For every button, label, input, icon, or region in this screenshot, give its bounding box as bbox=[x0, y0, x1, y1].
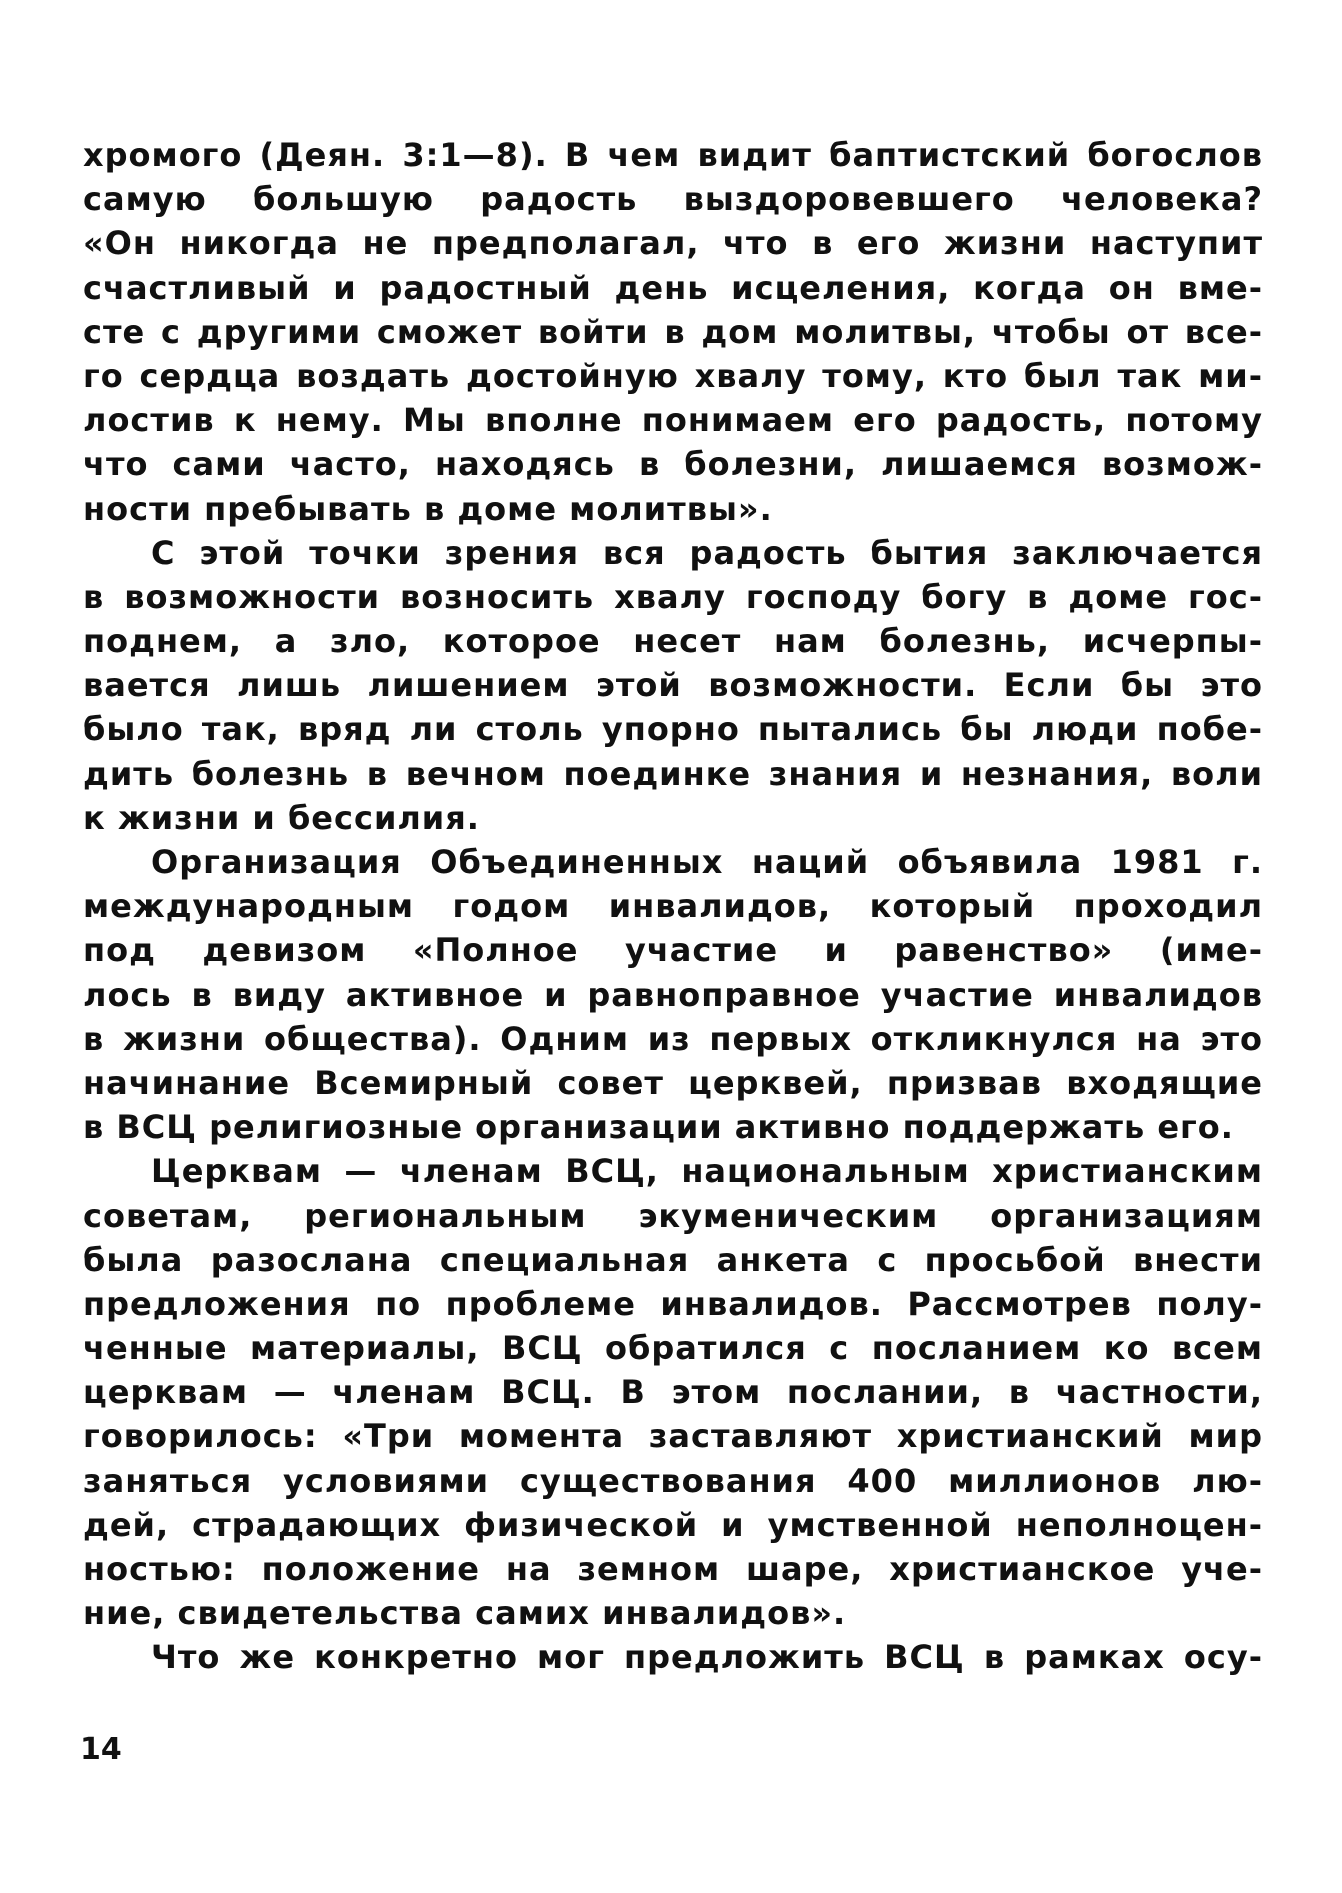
body-text bbox=[83, 133, 1263, 1680]
text-line: в жизни общества). Одним из первых откликнулся на это bbox=[83, 1019, 1263, 1058]
text-line: говорилось: «Три момента заставляют христианский мир bbox=[83, 1417, 1263, 1456]
text-line: ченные материалы, ВСЦ обратился с посланием ко всем bbox=[83, 1329, 1263, 1368]
text-line: к жизни и бессилия. bbox=[83, 798, 480, 837]
text-line: ние, свидетельства самих инвалидов». bbox=[83, 1594, 847, 1633]
text-line: церквам — членам ВСЦ. В этом послании, в частности, bbox=[83, 1373, 1263, 1412]
text-line: в возможности возносить хвалу господу богу в доме гос- bbox=[83, 577, 1263, 616]
text-line: Церквам — членам ВСЦ, национальным христианским bbox=[151, 1152, 1263, 1191]
text-line: счастливый и радостный день исцеления, когда он вме- bbox=[83, 268, 1263, 307]
text-line: была разослана специальная анкета с просьбой внести bbox=[83, 1240, 1263, 1279]
text-line: дей, страдающих физической и умственной неполноцен- bbox=[83, 1505, 1263, 1544]
text-line: самую большую радость выздоровевшего человека? bbox=[83, 180, 1263, 219]
text-line: С этой точки зрения вся радость бытия заключается bbox=[151, 533, 1263, 572]
page-number: 14 bbox=[80, 1732, 122, 1767]
text-line: го сердца воздать достойную хвалу тому, кто был так ми- bbox=[83, 356, 1263, 395]
text-line: ности пребывать в доме молитвы». bbox=[83, 489, 773, 528]
text-line: сте с другими сможет войти в дом молитвы, чтобы от все- bbox=[83, 312, 1263, 351]
text-line: вается лишь лишением этой возможности. Если бы это bbox=[83, 666, 1263, 705]
text-line: в ВСЦ религиозные организации активно поддержать его. bbox=[83, 1108, 1234, 1147]
text-line: поднем, а зло, которое несет нам болезнь, исчерпы- bbox=[83, 622, 1263, 661]
text-line: «Он никогда не предполагал, что в его жизни наступит bbox=[83, 224, 1263, 263]
text-line: предложения по проблеме инвалидов. Рассмотрев полу- bbox=[83, 1284, 1263, 1323]
text-line: советам, региональным экуменическим организациям bbox=[83, 1196, 1263, 1235]
text-line: Что же конкретно мог предложить ВСЦ в рамках осу- bbox=[151, 1638, 1263, 1677]
text-line: ностью: положение на земном шаре, христианское уче- bbox=[83, 1550, 1263, 1588]
text-line: дить болезнь в вечном поединке знания и незнания, воли bbox=[83, 754, 1263, 793]
text-line: было так, вряд ли столь упорно пытались бы люди побе- bbox=[83, 710, 1263, 749]
text-line: лось в виду активное и равноправное участие инвалидов bbox=[83, 975, 1263, 1014]
text-line: международным годом инвалидов, который проходил bbox=[83, 887, 1263, 926]
text-line: лостив к нему. Мы вполне понимаем его радость, потому bbox=[83, 401, 1263, 440]
text-line: начинание Всемирный совет церквей, призвав входящие bbox=[83, 1063, 1263, 1102]
text-line: под девизом «Полное участие и равенство» (име- bbox=[83, 931, 1263, 970]
text-line: заняться условиями существования 400 миллионов лю- bbox=[83, 1461, 1263, 1500]
text-line: Организация Объединенных наций объявила 1981 г. bbox=[151, 843, 1263, 881]
text-line: что сами часто, находясь в болезни, лишаемся возмож- bbox=[83, 445, 1263, 484]
text-line: хромого (Деян. 3:1—8). В чем видит баптистский богослов bbox=[83, 136, 1263, 174]
